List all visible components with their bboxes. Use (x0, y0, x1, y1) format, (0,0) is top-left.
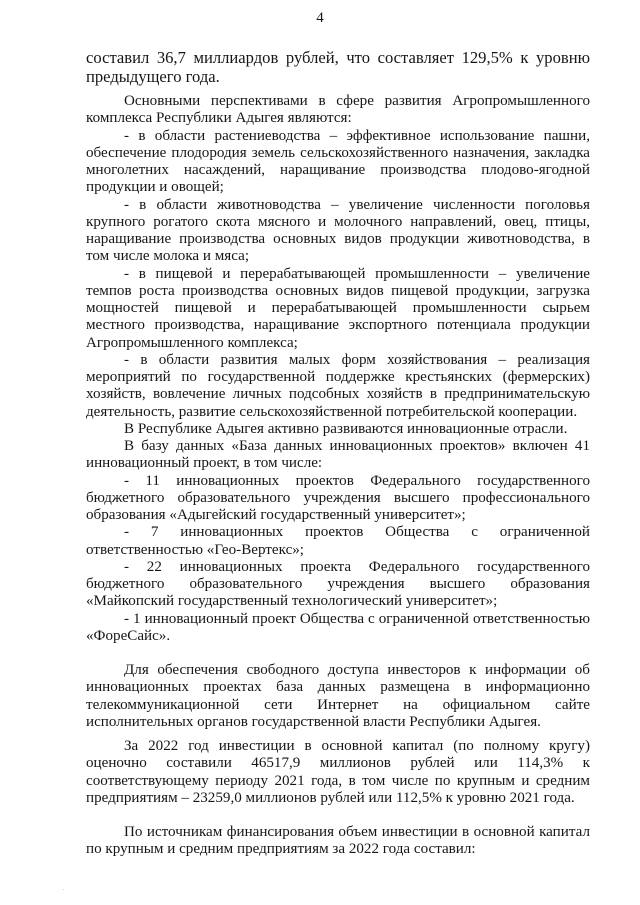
document-body (86, 48, 590, 859)
list-item-food-industry: - в пищевой и перерабатывающей промышленности – увеличение темпов роста производства основных видов пищевой продукции, загрузка мощностей пищевой и перерабатывающей промышленности сырьем местного производства, наращивание экспортного потенциала продукции Агропромышленного комплекса; (86, 265, 590, 351)
paragraph-revenue-continuation: составил 36,7 миллиардов рублей, что составляет 129,5% к уровню предыдущего года. (86, 48, 590, 86)
list-item-mgtu-projects: - 22 инновационных проекта Федерального государственного бюджетного образовательного учреждения высшего образования «Майкопский государственный технологический университет»; (86, 558, 590, 610)
scan-speck: . (63, 886, 65, 892)
list-item-foresight-project: - 1 инновационный проект Общества с ограниченной ответственностью «ФореСайс». (86, 610, 590, 644)
list-item-geo-vertex-projects: - 7 инновационных проектов Общества с ограниченной ответственностью «Гео-Вертекс»; (86, 524, 590, 558)
paragraph-innovation-database: В базу данных «База данных инновационных проектов» включен 41 инновационный проект, в том числе: (86, 438, 590, 472)
paragraph-database-access: Для обеспечения свободного доступа инвесторов к информации об инновационных проектах база данных размещена в информационно телекоммуникационной сети Интернет на официальном сайте исполнительных органов государственной власти Республики Адыгея. (86, 662, 590, 730)
paragraph-financing-sources: По источникам финансирования объем инвестиции в основной капитал по крупным и средним предприятиям за 2022 года составил: (86, 824, 590, 858)
list-item-small-farms: - в области развития малых форм хозяйствования – реализация мероприятий по государственной поддержке крестьянских (фермерских) хозяйств, вовлечение личных подсобных хозяйств в предпринимательскую деятельность, развитие сельскохозяйственной потребительской кооперации. (86, 351, 590, 420)
paragraph-innovation-sectors: В Республике Адыгея активно развиваются инновационные отрасли. (124, 420, 568, 437)
paragraph-prospects-intro: Основными перспективами в сфере развития Агропромышленного комплекса Республики Адыгея являются: (86, 93, 590, 127)
list-item-agu-projects: - 11 инновационных проектов Федерального государственного бюджетного образовательного учреждения высшего профессионального образования «Адыгейский государственный университет»; (86, 472, 590, 523)
page-number: 4 (316, 10, 324, 26)
list-item-livestock: - в области животноводства – увеличение численности поголовья крупного рогатого скота мясного и молочного направлений, овец, птицы, наращивание производства основных видов продукции животноводства, в том числе молока и мяса; (86, 196, 590, 265)
list-item-crop-production: - в области растениеводства – эффективное использование пашни, обеспечение плодородия земель сельскохозяйственного назначения, закладка многолетних насаждений, наращивание производства плодово-ягодной продукции и овощей; (86, 127, 590, 196)
paragraph-investment-2022: За 2022 год инвестиции в основной капитал (по полному кругу) оценочно составили 46517,9 миллионов рублей или 114,3% к соответствующему периоду 2021 года, в том числе по крупным и средним предприятиям – 23259,0 миллионов рублей или 112,5% к уровню 2021 года. (86, 738, 590, 806)
